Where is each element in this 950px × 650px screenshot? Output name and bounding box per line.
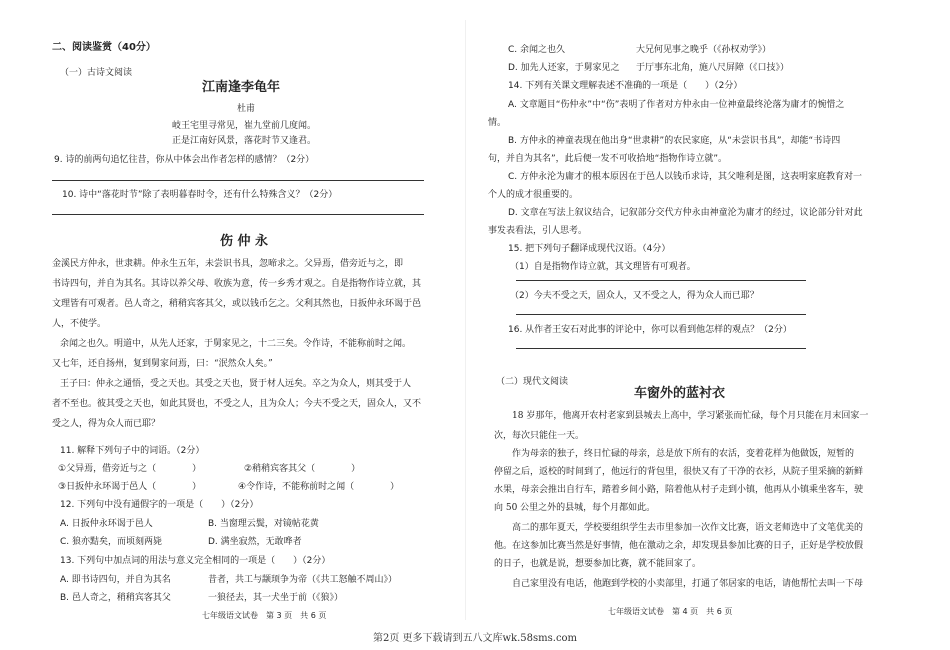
page-footer: 七年级语文试卷 第 3 页 共 6 页 [202, 611, 327, 620]
poem-line: 岐王宅里寻常见，崔九堂前几度闻。 [172, 121, 317, 131]
q13-option-compare: 昔者，共工与颛顼争为帝（《共工怒触不周山》） [208, 575, 398, 585]
essay-line: 高二的那年夏天，学校要组织学生去市里参加一次作文比赛，语文老师选中了文笔优美的 [512, 523, 864, 533]
q15-sentence: （1）自是指物作诗立就，其文理皆有可观者。 [510, 262, 696, 272]
q13-option: C. 余闻之也久 [508, 45, 566, 55]
q13-option: D. 加先人还家，于舅家见之 [508, 63, 620, 73]
q12-option: A. 日扳仲永环谒于邑人 [60, 519, 153, 529]
prose-line: 王子曰：仲永之通悟，受之天也。其受之天也，贤于材人远矣。卒之为众人，则其受于人 [60, 379, 412, 389]
subsection-title: （二）现代文阅读 [496, 377, 569, 387]
essay-line: 向 50 公里之外的县城，每个月都如此。 [494, 503, 656, 513]
answer-line [516, 348, 806, 349]
q14-option: 个人的成才很重要的。 [488, 190, 579, 200]
answer-line [52, 180, 424, 181]
essay-line: 的日子，也就是说，想要参加比赛，就不能回家了。 [494, 559, 702, 569]
q12-option: C. 狼亦黠矣，而顷刻两毙 [60, 537, 163, 547]
left-page [52, 0, 442, 625]
q14-option: D. 文章在写法上叙议结合，记叙部分交代方仲永由神童沦为庸才的经过，议论部分针对此 [508, 208, 863, 218]
q11-item: ③日扳仲永环谒于邑人（ ） [58, 482, 202, 492]
question-16: 16. 从作者王安石对此事的评论中，你可以看到他怎样的观点？（2分） [508, 325, 792, 335]
subsection-title: （一）古诗文阅读 [60, 68, 133, 78]
question-12: 12. 下列句中没有通假字的一项是（ ）（2分） [60, 500, 259, 510]
q14-option: C. 方仲永沦为庸才的根本原因在于邑人以钱币求诗，其父唯利是图，这表明家庭教育对一 [508, 172, 863, 182]
prose-line: 文理皆有可观者。邑人奇之，稍稍宾客其父，或以钱币乞之。父利其然也，日扳仲永环谒于邑 [52, 299, 422, 309]
q11-item: ①父异焉，借旁近与之（ ） [58, 464, 202, 474]
essay-title: 车窗外的蓝衬衣 [634, 386, 726, 401]
prose-line: 金溪民方仲永，世隶耕。仲永生五年，未尝识书具，忽啼求之。父异焉，借旁近与之，即 [52, 259, 404, 269]
prose-line: 书诗四句，并自为其名。其诗以养父母、收族为意，传一乡秀才观之。自是指物作诗立就，其 [52, 279, 422, 289]
prose-line: 余闻之也久。明道中，从先人还家，于舅家见之，十二三矣。令作诗，不能称前时之闻。 [60, 339, 412, 349]
question-11: 11. 解释下列句子中的词语。（2分） [60, 446, 205, 456]
answer-line [516, 314, 806, 315]
essay-line: 停留之后，返校的时间到了，他远行的背包里，很快又有了干净的衣衫，从院子里采摘的新鲜 [494, 467, 864, 477]
question-10: 10. 诗中“落花时节”除了表明暮春时令，还有什么特殊含义？（2分） [62, 190, 338, 200]
essay-line: 他。在这参加比赛当然是好事情，他在激动之余，却发现县参加比赛的日子，正好是学校放假 [494, 541, 864, 551]
question-15: 15. 把下列句子翻译成现代汉语。（4分） [508, 244, 671, 254]
q11-item: ②稍稍宾客其父（ ） [244, 464, 361, 474]
q13-option: A. 即书诗四句，并自为其名 [60, 575, 171, 585]
q14-option: 句，并自为其名”，此后便一发不可收拾地“指物作诗立就”。 [488, 154, 727, 164]
prose-title: 伤 仲 永 [220, 234, 269, 249]
prose-line: 受之人，得为众人而已耶？ [52, 419, 161, 429]
answer-line [52, 214, 424, 215]
essay-line: 18 岁那年，他离开农村老家到县城去上高中，学习紧张而忙碌，每个月只能在月末回家一 [512, 411, 869, 421]
q14-option: 情。 [488, 118, 507, 128]
q13-option-compare: 大兄何见事之晚乎（《孙权劝学》） [636, 45, 772, 55]
question-14: 14. 下列有关课文理解表述不准确的一项是（ ）（2分） [508, 81, 743, 91]
poem-author: 杜甫 [237, 104, 256, 114]
q12-option: D. 满坐寂然，无敢哗者 [208, 537, 302, 547]
q13-option: B. 邑人奇之，稍稍宾客其父 [60, 593, 171, 603]
answer-line [516, 280, 806, 281]
question-13: 13. 下列句中加点词的用法与意义完全相同的一项是（ ）（2分） [60, 556, 331, 566]
q13-option-compare: 于厅事东北角，施八尺屏障（《口技》） [636, 63, 790, 73]
q14-option: A. 文章题目“伤仲永”中“伤”表明了作者对方仲永由一位神童最终沦落为庸才的惋惜之 [508, 100, 845, 110]
q11-item: ④令作诗，不能称前时之闻（ ） [238, 482, 400, 492]
q14-option: B. 方仲永的神童表现在他出身“世隶耕”的农民家庭，从“未尝识书具”，却能“书诗四 [508, 136, 841, 146]
poem-line: 正是江南好风景，落花时节又逢君。 [172, 136, 317, 146]
download-footer: 第2页 更多下载请到五八文库wk.58sms.com [372, 633, 578, 644]
essay-line: 次，每次只能住一天。 [494, 431, 585, 441]
q15-sentence: （2）今夫不受之天，固众人，又不受之人，得为众人而已耶？ [510, 291, 759, 301]
prose-line: 人，不使学。 [52, 319, 107, 329]
essay-line: 自己家里没有电话，他跑到学校的小卖部里，打通了邻居家的电话，请他帮忙去叫一下母 [512, 579, 864, 589]
q14-option: 事发表看法，引人思考。 [488, 226, 588, 236]
essay-line: 水果，母亲会推出自行车，踏着乡间小路，陪着他从村子走到小镇，他再从小镇乘坐客车，驶 [494, 485, 864, 495]
page-gutter [465, 20, 466, 620]
prose-line: 又七年，还自扬州，复到舅家问焉，曰：“泯然众人矣。” [52, 359, 273, 369]
poem-title: 江南逢李龟年 [202, 80, 281, 95]
section-title: 二、阅读鉴赏（40分） [52, 42, 156, 53]
page-footer: 七年级语文试卷 第 4 页 共 6 页 [608, 607, 733, 616]
prose-line: 者不至也。彼其受之天也，如此其贤也，不受之人，且为众人；今夫不受之天，固众人，又不 [52, 399, 422, 409]
q12-option: B. 当窗理云鬓，对镜帖花黄 [208, 519, 319, 529]
right-page [488, 0, 888, 625]
q13-option-compare: 一狼径去，其一犬坐于前（《狼》） [208, 593, 344, 603]
essay-line: 作为母亲的独子，终日忙碌的母亲，总是放下所有的农活，变着花样为他做饭，短暂的 [512, 449, 855, 459]
question-9: 9. 诗的前两句追忆往昔，你从中体会出作者怎样的感情？（2分） [54, 155, 315, 165]
